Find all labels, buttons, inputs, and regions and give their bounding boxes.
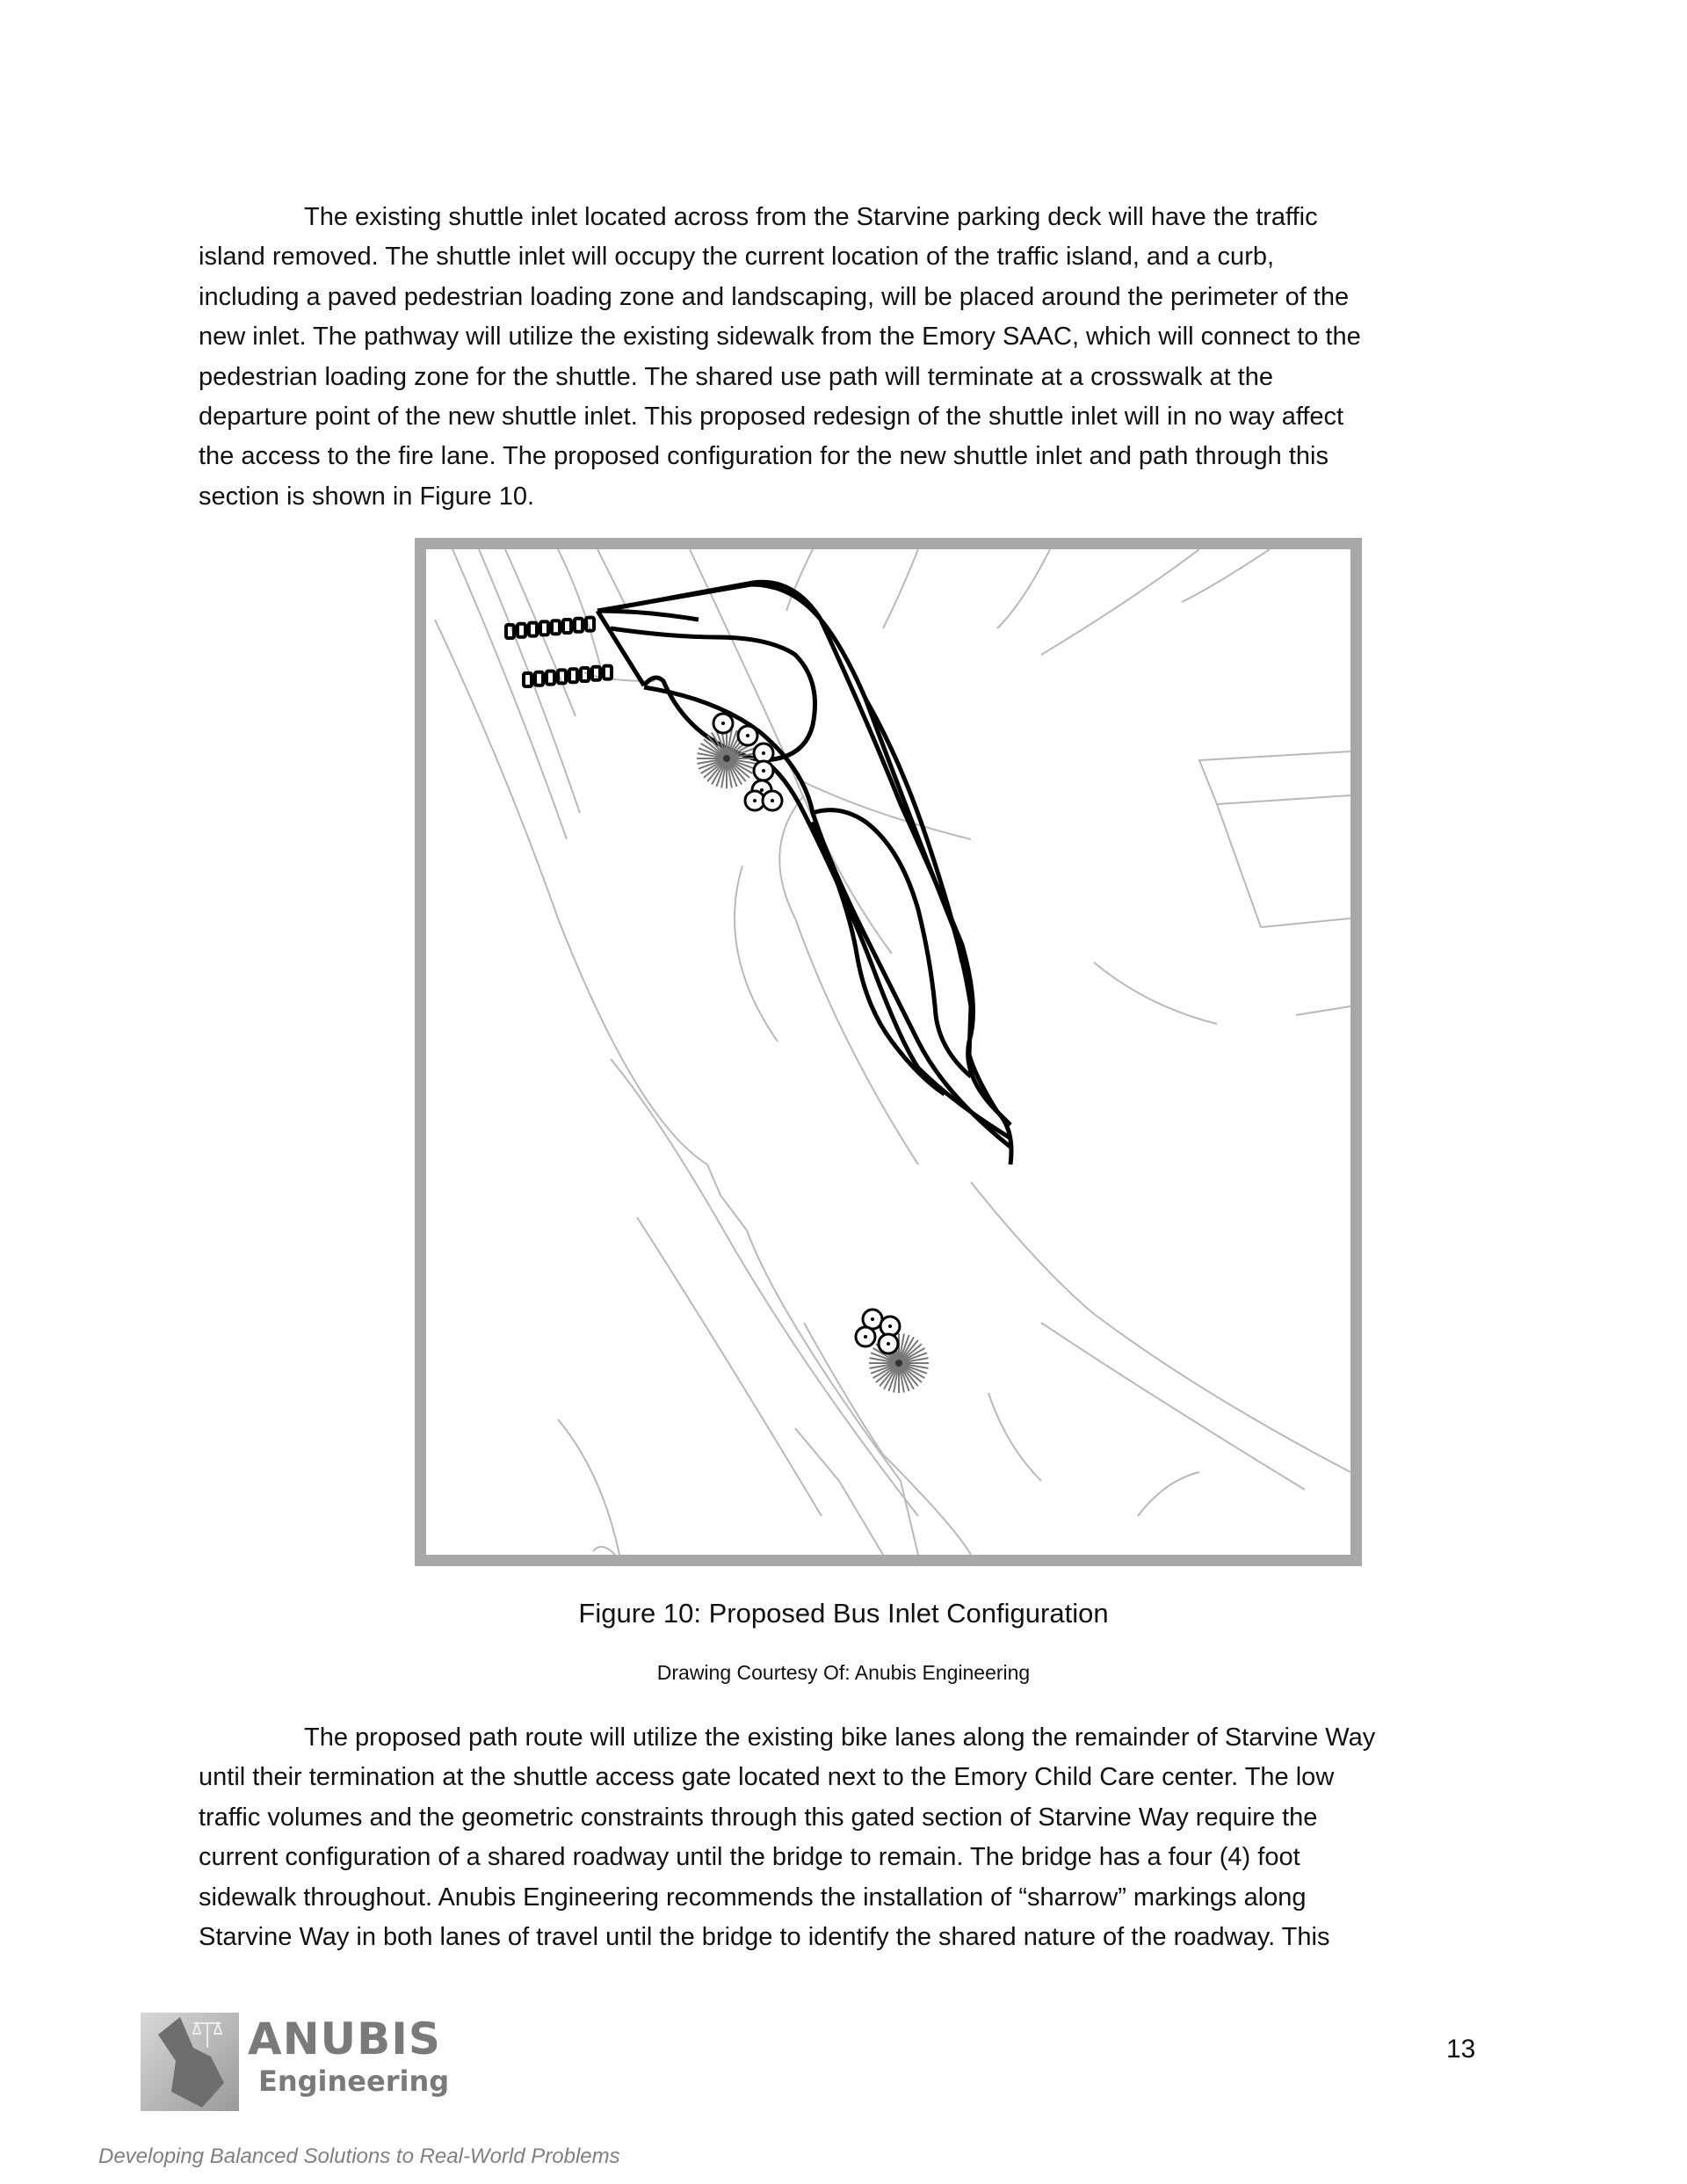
text-line: section is shown in Figure 10. [199,482,535,511]
text-line: including a paved pedestrian loading zone and landscaping, will be placed around the perimeter of the [199,282,1350,311]
logo-subtitle: Engineering [258,2064,450,2098]
crosswalk-block [535,672,543,686]
text-line: Starvine Way in both lanes of travel until the bridge to identify the shared nature of the roadway. This [199,1923,1330,1952]
shrub-symbol [754,761,773,780]
text-line: island removed. The shuttle inlet will occupy the current location of the traffic island, and a curb, [199,243,1275,272]
text-line: The existing shuttle inlet located across from the Starvine parking deck will have the traffic [304,203,1318,231]
page-number: 13 [1446,2035,1476,2064]
crosswalk-block [563,620,571,633]
text-line: departure point of the new shuttle inlet. This proposed redesign of the shuttle inlet will in no way affect [199,403,1344,432]
shrub-symbol [856,1327,875,1346]
text-line: until their termination at the shuttle access gate located next to the Emory Child Care center. The low [199,1763,1335,1792]
crosswalk-block [604,666,612,679]
text-line: sidewalk throughout. Anubis Engineering recommends the installation of “sharrow” markings along [199,1883,1307,1912]
body-paragraph-1 [199,198,1490,517]
crosswalk-block [524,673,532,686]
text-line: new inlet. The pathway will utilize the existing sidewalk from the Emory SAAC, which will connect to the [199,323,1361,352]
text-line: the access to the fire lane. The proposed configuration for the new shuttle inlet and path through this [199,442,1329,471]
shrub-symbol [879,1334,898,1353]
shrub-symbol [738,726,757,745]
crosswalk-block [540,621,548,635]
crosswalk-block [575,619,583,632]
bus-inlet-drawing [415,538,1362,1566]
text-line: traffic volumes and the geometric constraints through this gated section of Starvine Way require the [199,1803,1318,1832]
logo-name: ANUBIS [248,2013,441,2064]
crosswalk-block [592,667,600,680]
anubis-head-icon [141,2013,239,2111]
crosswalk-block [518,624,525,637]
text-line: current configuration of a shared roadway until the bridge to remain. The bridge has a four (4) foot [199,1843,1300,1872]
text-line: The proposed path route will utilize the existing bike lanes along the remainder of Starvine Way [304,1723,1376,1752]
crosswalk-block [581,668,589,681]
body-paragraph-2 [199,1718,1490,1957]
figure-caption: Figure 10: Proposed Bus Inlet Configuration [578,1598,1109,1629]
crosswalk-block [547,671,554,685]
crosswalk-block [569,669,577,682]
text-line: pedestrian loading zone for the shuttle. The shared use path will terminate at a crosswalk at the [199,362,1273,391]
crosswalk-block [552,620,560,634]
footer-tagline: Developing Balanced Solutions to Real-World Problems [98,2144,620,2168]
crosswalk-block [529,623,537,636]
figure-credit: Drawing Courtesy Of: Anubis Engineering [656,1661,1031,1684]
anubis-logo [141,2013,450,2118]
shrub-symbol [763,791,782,810]
site-plan-svg [426,549,1350,1555]
proposed-inlet-outline [597,584,1010,1138]
existing-grey-linework [435,549,1350,1555]
shrub-symbol [713,714,733,733]
